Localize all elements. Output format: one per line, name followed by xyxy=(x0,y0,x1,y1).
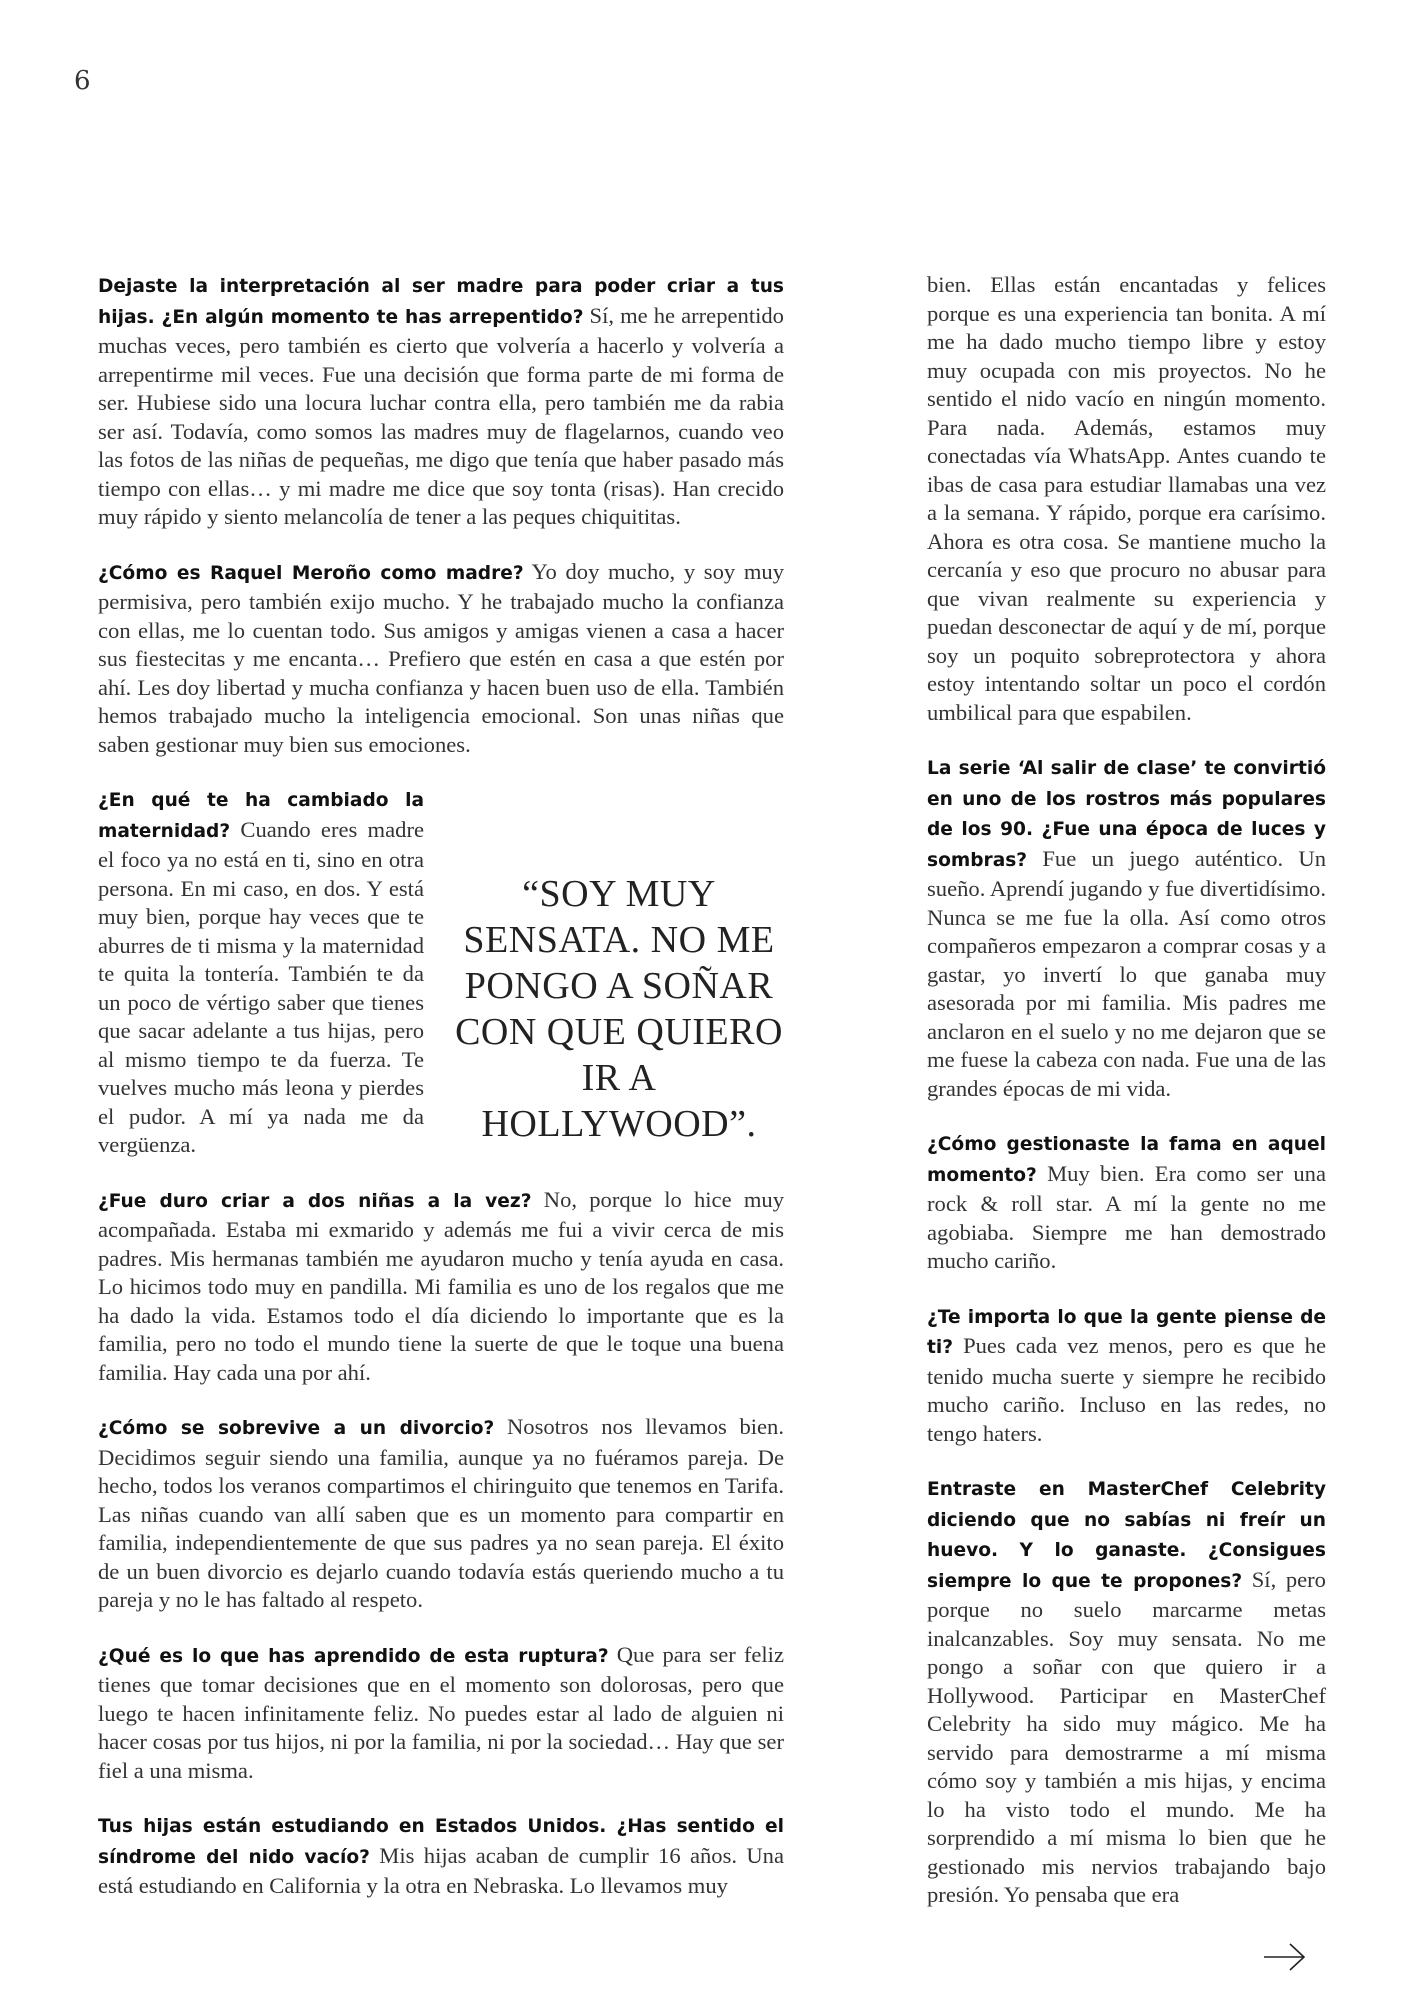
answer: Cuando eres madre el foco ya no está en ti, sino en otra persona. En mi caso, en dos. Y está muy bien, porque hay veces que te aburres de ti misma y la maternidad te quita la tontería. También te da un poco de vértigo saber que tienes que sacar adelante a tus hijas, pero al mismo tiempo te da fuerza. Te vuelves mucho más leona y pierdes el pudor. A mí ya nada me da vergüenza. xyxy=(98,816,424,1157)
question: ¿Te importa lo que la gente piense de ti? xyxy=(927,1306,1326,1358)
question: ¿Fue duro criar a dos niñas a la vez? xyxy=(98,1190,532,1212)
qa-paragraph xyxy=(927,271,1326,727)
pull-quote: “SOY MUY SENSATA. NO ME PONGO A SOÑAR CON QUE QUIERO IR A HOLLYWOOD”. xyxy=(455,873,783,1145)
qa-paragraph xyxy=(98,1413,784,1615)
qa-paragraph xyxy=(927,1474,1326,1910)
qa-paragraph xyxy=(98,1641,784,1786)
answer: bien. Ellas están encantadas y felices porque es una experiencia tan bonita. A mí me ha dado mucho tiempo libre y estoy muy ocupada con mis proyectos. No he sentido el nido vacío en ningún momento. Para nada. Además, estamos muy conectadas vía WhatsApp. Antes cuando te ibas de casa para estudiar llamabas una vez a la semana. Y rápido, porque era carísimo. Ahora es otra cosa. Se mantiene mucho la cercanía y eso que procuro no abusar para que vivan realmente su experiencia y puedan desconectar de aquí y de mí, porque soy un poquito sobreprotectora y ahora estoy intentando soltar un poco el cordón umbilical para que espabilen. xyxy=(927,272,1326,725)
answer: Sí, pero porque no suelo marcarme metas inalcanzables. Soy muy sensata. No me pongo a soñar con que quiero ir a Hollywood. Participar en MasterChef Celebrity ha sido muy mágico. Me ha servido para demostrarme a mí misma cómo soy y también a mis hijas, y encima lo ha visto todo el mundo. Me ha sorprendido a mí misma lo bien que he gestionado mis nervios trabajando bajo presión. Yo pensaba que era xyxy=(927,1566,1326,1907)
right-column xyxy=(927,271,1326,1936)
answer: Nosotros nos llevamos bien. Decidimos seguir siendo una familia, aunque ya no fuéramos pareja. De hecho, todos los veranos compartimos el chiringuito que tenemos en Tarifa. Las niñas cuando van allí saben que es un momento para compartir en familia, independientemente de que sus padres ya no sean pareja. El éxito de un buen divorcio es dejarlo cuando todavía estás queriendo mucho a tu pareja y no le has faltado al respeto. xyxy=(98,1414,785,1612)
answer: Que para ser feliz tienes que tomar decisiones que en el momento son dolorosas, pero que luego te hacen infinitamente feliz. No puedes estar al lado de alguien ni hacer cosas por tus hijos, ni por la familia, ni por la sociedad… Hay que ser fiel a una misma. xyxy=(98,1641,784,1783)
question: La serie ‘Al salir de clase’ te convirtió en uno de los rostros más populares de los 90. ¿Fue una época de luces y sombras? xyxy=(927,758,1326,871)
qa-paragraph xyxy=(98,271,784,532)
qa-paragraph xyxy=(927,753,1326,1103)
question: ¿Cómo gestionaste la fama en aquel momento? xyxy=(927,1134,1326,1186)
left-column xyxy=(98,271,784,1927)
question: Entraste en MasterChef Celebrity diciendo que no sabías ni freír un huevo. Y lo ganaste. ¿Consigues siempre lo que te propones? xyxy=(927,1479,1326,1592)
question: ¿En qué te ha cambiado la maternidad? xyxy=(98,790,424,842)
qa-paragraph xyxy=(927,1302,1326,1449)
question: Tus hijas están estudiando en Estados Unidos. ¿Has sentido el síndrome del nido vacío? xyxy=(98,1816,784,1868)
page-number: 6 xyxy=(74,66,91,96)
question: Dejaste la interpretación al ser madre para poder criar a tus hijas. ¿En algún momento te has arrepentido? xyxy=(98,276,784,328)
question: ¿Cómo se sobrevive a un divorcio? xyxy=(98,1418,495,1439)
answer: No, porque lo hice muy acompañada. Estaba mi exmarido y además me fui a vivir cerca de mis padres. Mis hermanas también me ayudaron mucho y tenía ayuda en casa. Lo hicimos todo muy en pandilla. Mi familia es uno de los regalos que me ha dado la vida. Estamos todo el día diciendo lo importante que es la familia, pero no todo el mundo tiene la suerte de que le toque una buena familia. Hay cada una por ahí. xyxy=(98,1186,785,1385)
question: ¿Cómo es Raquel Meroño como madre? xyxy=(98,562,524,584)
qa-paragraph xyxy=(98,558,784,760)
qa-paragraph xyxy=(98,1186,784,1388)
arrow-right-icon[interactable] xyxy=(1262,1940,1308,1974)
answer: Yo doy mucho, y soy muy permisiva, pero también exijo mucho. Y he trabajado mucho la confianza con ellas, me lo cuentan todo. Sus amigos y amigas vienen a casa a hacer sus fiestecitas y me encanta… Prefiero que estén en casa a que estén por ahí. Les doy libertad y mucha confianza y hacen buen uso de ella. También hemos trabajado mucho la inteligencia emocional. Son unas niñas que saben gestionar muy bien sus emociones. xyxy=(98,558,785,757)
arrow-right-icon-svg xyxy=(1262,1940,1308,1974)
answer: Sí, me he arrepentido muchas veces, pero también es cierto que volvería a hacerlo y volvería a arrepentirme mil veces. Fue una decisión que forma parte de mi forma de ser. Hubiese sido una locura luchar contra ella, pero también me da rabia ser así. Todavía, como somos las madres muy de flagelarnos, cuando veo las fotos de las niñas de pequeñas, me digo que tenía que haber pasado más tiempo con ellas… y mi madre me dice que soy tonta (risas). Han crecido muy rápido y siento melancolía de tener a las peques chiquititas. xyxy=(98,302,784,529)
answer: Mis hijas acaban de cumplir 16 años. Una está estudiando en California y la otra en Nebraska. Lo llevamos muy xyxy=(98,1842,784,1898)
answer: Muy bien. Era como ser una rock & roll star. A mí la gente no me agobiaba. Siempre me han demostrado mucho cariño. xyxy=(927,1160,1326,1273)
question: ¿Qué es lo que has aprendido de esta ruptura? xyxy=(98,1645,609,1667)
answer: Fue un juego auténtico. Un sueño. Aprendí jugando y fue divertidísimo. Nunca se me fue la olla. Así como otros compañeros empezaron a comprar cosas y a gastar, yo invertí lo que ganaba muy asesorada por mi familia. Mis padres me anclaron en el suelo y no me dejaron que se me fuese la cabeza con nada. Fue una de las grandes épocas de mi vida. xyxy=(927,845,1326,1101)
qa-paragraph xyxy=(927,1129,1326,1276)
qa-paragraph xyxy=(98,1811,784,1901)
answer: Pues cada vez menos, pero es que he tenido mucha suerte y siempre he recibido mucho cariño. Incluso en las redes, no tengo haters. xyxy=(927,1333,1326,1446)
